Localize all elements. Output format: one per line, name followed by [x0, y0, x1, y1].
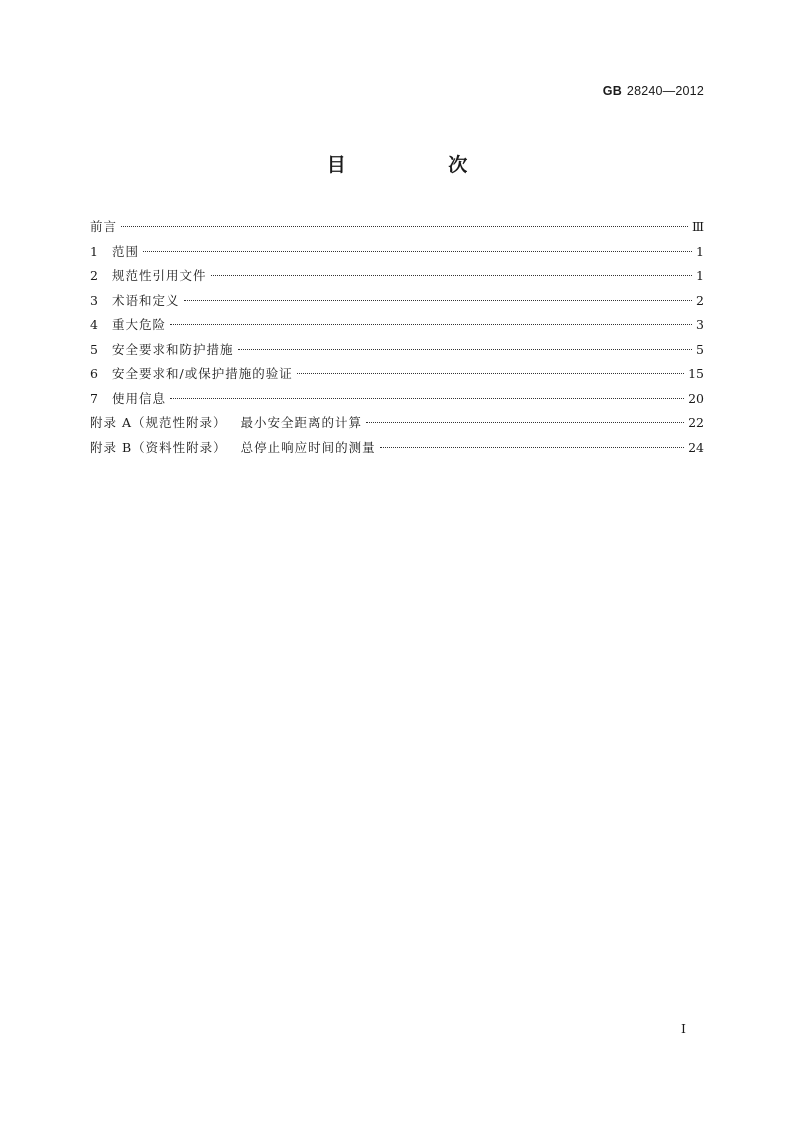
toc-entry-page: 22: [688, 415, 704, 430]
toc-leader-dots: [121, 226, 688, 227]
toc-entry-subtitle: 总停止响应时间的测量: [240, 439, 376, 455]
toc-entry-number: 3: [90, 292, 98, 308]
toc-entry-title: 范围: [112, 243, 140, 259]
toc-entry[interactable]: [90, 362, 704, 387]
toc-leader-dots: [170, 324, 692, 325]
standard-header: [603, 84, 704, 98]
toc-entry[interactable]: [90, 387, 704, 412]
toc-entry-label: [112, 240, 139, 265]
toc-entry-label: [90, 215, 117, 240]
standard-prefix: GB: [602, 84, 622, 98]
toc-entry-label: [112, 264, 207, 289]
toc-entry-title: 前言: [90, 219, 118, 234]
toc-entry[interactable]: [90, 215, 704, 240]
toc-entry-page: 1: [696, 268, 704, 283]
toc-entry[interactable]: [90, 411, 704, 436]
toc-entry-page: 5: [696, 341, 704, 357]
toc-entry-label: [90, 436, 376, 461]
toc-entry-number: 5: [90, 341, 98, 357]
toc-entry-page: 1: [696, 243, 704, 259]
toc-entry-label: [112, 362, 293, 387]
toc-entry-title: 安全要求和防护措施: [112, 341, 234, 357]
toc-entry[interactable]: [90, 338, 704, 363]
page-number: I: [681, 1021, 686, 1036]
toc-entry-label: [90, 411, 362, 436]
toc-entry-number: 7: [90, 390, 98, 406]
toc-entry-label: [112, 313, 166, 338]
page-title: 目 次: [326, 154, 516, 176]
toc-leader-dots: [143, 251, 692, 252]
toc-entry-title: 附录 A（规范性附录）: [90, 415, 227, 430]
table-of-contents: [90, 215, 704, 460]
toc-entry-number: 6: [90, 366, 98, 381]
toc-entry-title: 安全要求和/或保护措施的验证: [112, 366, 293, 381]
toc-entry-number: 4: [90, 317, 98, 332]
toc-leader-dots: [297, 373, 684, 374]
toc-entry-number: 2: [90, 268, 98, 283]
toc-entry-page: 15: [688, 366, 704, 381]
toc-entry-title: 术语和定义: [112, 292, 180, 308]
toc-entry-title: 附录 B（资料性附录）: [90, 439, 227, 455]
toc-entry-title: 规范性引用文件: [112, 268, 207, 283]
toc-entry-page: Ⅲ: [691, 219, 704, 234]
toc-entry-title: 使用信息: [112, 390, 167, 406]
toc-entry[interactable]: [90, 313, 704, 338]
toc-entry-page: 20: [688, 390, 704, 406]
toc-entry[interactable]: [90, 240, 704, 265]
toc-leader-dots: [380, 447, 684, 448]
toc-entry-label: [112, 387, 166, 412]
toc-leader-dots: [366, 422, 684, 423]
toc-leader-dots: [211, 275, 692, 276]
toc-entry-page: 24: [688, 439, 704, 455]
toc-entry-title: 重大危险: [112, 317, 167, 332]
toc-entry[interactable]: [90, 289, 704, 314]
standard-number: 28240—2012: [626, 84, 704, 98]
toc-entry-page: 3: [696, 317, 704, 332]
toc-entry-page: 2: [696, 292, 704, 308]
toc-entry[interactable]: [90, 436, 704, 461]
toc-entry-subtitle: 最小安全距离的计算: [240, 415, 363, 430]
toc-entry-number: 1: [90, 243, 98, 259]
toc-leader-dots: [184, 300, 692, 301]
toc-leader-dots: [170, 398, 684, 399]
toc-entry[interactable]: [90, 264, 704, 289]
toc-leader-dots: [238, 349, 692, 350]
toc-entry-label: [112, 338, 234, 363]
toc-entry-label: [112, 289, 180, 314]
